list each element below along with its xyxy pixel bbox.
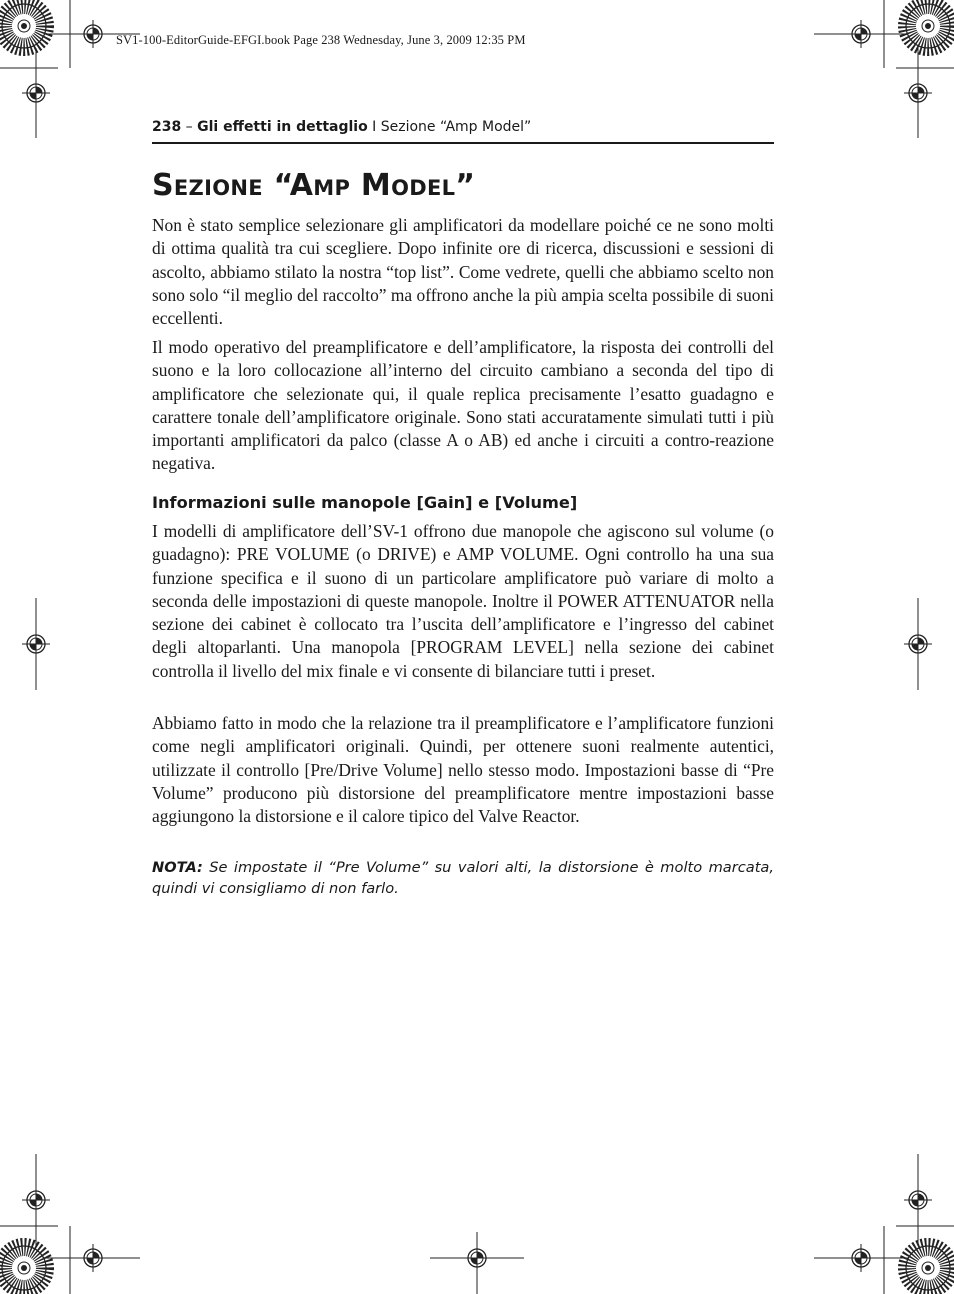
- body-paragraph-2: Il modo operativo del preamplificatore e dell’amplificatore, la risposta dei controlli del suono e la loro collocazione all’interno del circuito cambiano a seconda del tipo di amplificatore che selezionate qui, il quale replica precisamente l’esatto guadagno e carattere tonale dell’amplificatore originale. Sono stati accuratamente simulati tutti i più importanti amplificatori da palco (classe A o AB) ed anche i circuiti a contro-reazione negativa.: [152, 337, 774, 474]
- header-rule: [152, 142, 774, 144]
- section-subheading: Informazioni sulle manopole [Gain] e [Volume]: [152, 493, 578, 512]
- note-label: NOTA:: [152, 859, 203, 876]
- page-title: Sezione “Amp Model”: [152, 168, 476, 203]
- page-number: 238: [152, 119, 182, 135]
- section-name: Sezione “Amp Model”: [380, 119, 532, 135]
- header-separator: –: [181, 119, 198, 135]
- header-divider: I: [367, 119, 381, 135]
- body-paragraph-1: Non è stato semplice selezionare gli amplificatori da modellare poiché ce ne sono molti di ottima qualità tra cui scegliere. Dopo infinite ore di ricerca, discussioni e sessioni di ascolto, abbiamo stilato la nostra “top list”. Come vedrete, quelli che abbiamo scelto non sono solo “il meglio del raccolto” ma offrono anche la più ampia scelta possibile di suoni eccellenti.: [152, 215, 774, 329]
- print-slug: SV1-100-EditorGuide-EFGI.book Page 238 Wednesday, June 3, 2009 12:35 PM: [116, 33, 526, 47]
- body-paragraph-3: I modelli di amplificatore dell’SV-1 offrono due manopole che agiscono sul volume (o guadagno): PRE VOLUME (o DRIVE) e AMP VOLUME. Ogni controllo ha una sua funzione specifica e il suono di un particolare amplificatore può variare di molto a seconda delle impostazioni di queste manopole. Inoltre il POWER ATTENUATOR nella sezione dei cabinet è collocato tra l’uscita dell’amplificatore e l’ingresso del cabinet degli altoparlanti. Una manopola [PROGRAM LEVEL] nella sezione dei cabinet controlla il livello del mix finale e vi consente di bilanciare tutti i preset.: [152, 521, 774, 681]
- chapter-title: Gli effetti in dettaglio: [197, 119, 368, 135]
- running-header: [152, 119, 774, 135]
- body-paragraph-4: Abbiamo fatto in modo che la relazione tra il preamplificatore e l’amplificatore funzioni come negli amplificatori originali. Quindi, per ottenere suoni realmente autentici, utilizzate il controllo [Pre/Drive Volume] nello stesso modo. Impostazioni basse di “Pre Volume” producono più distorsione del preamplificatore mentre impostazioni basse aggiungono la distorsione e il calore tipico del Valve Reactor.: [152, 713, 774, 827]
- note-box: [152, 857, 774, 899]
- note-text: Se impostate il “Pre Volume” su valori alti, la distorsione è molto marcata, quindi vi consigliamo di non farlo.: [152, 859, 774, 897]
